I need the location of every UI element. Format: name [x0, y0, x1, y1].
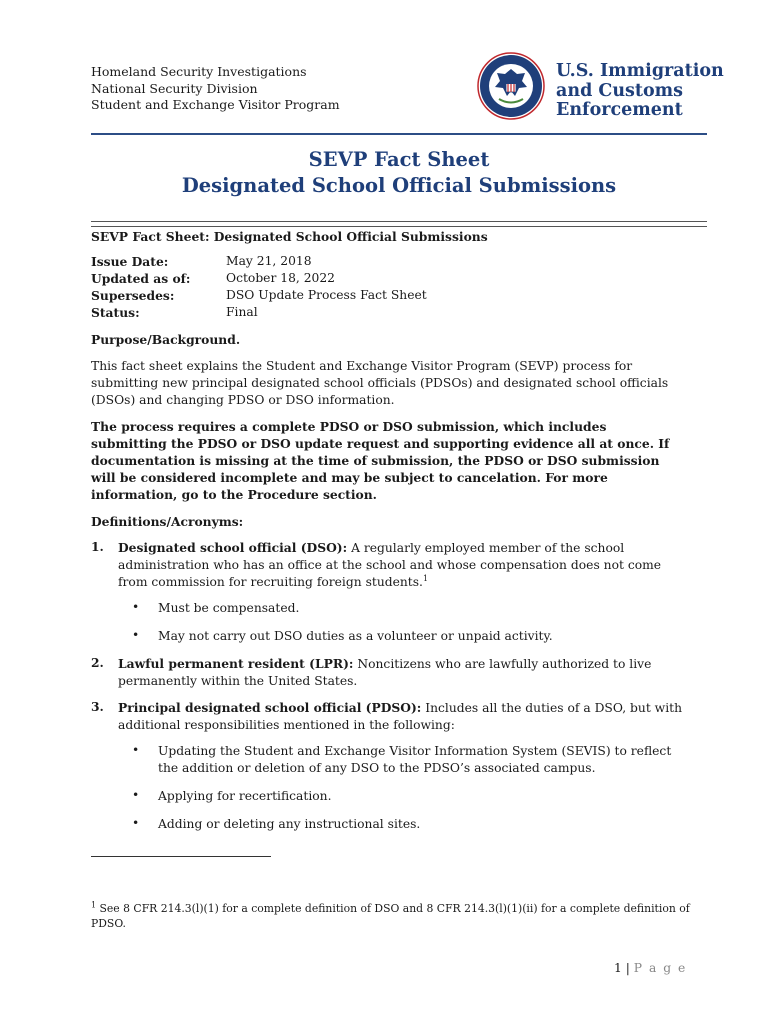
page-label: P a g e	[633, 961, 687, 975]
meta-value: DSO Update Process Fact Sheet	[226, 288, 427, 302]
meta-key: Updated as of:	[91, 271, 191, 286]
doc-label: SEVP Fact Sheet: Designated School Official Submissions	[91, 229, 488, 244]
agency-line-3: Enforcement	[556, 100, 683, 120]
definition-term: Principal designated school official (PDSO):	[118, 700, 422, 715]
footnote	[91, 901, 691, 931]
footnote-ref: 1	[422, 573, 429, 583]
footnote-divider	[91, 856, 271, 857]
bullet-text: May not carry out DSO duties as a volunteer or unpaid activity.	[158, 629, 553, 643]
meta-value: May 21, 2018	[226, 254, 312, 268]
page-number	[614, 961, 687, 975]
bullet-text: Must be compensated.	[158, 601, 300, 615]
meta-value: Final	[226, 305, 258, 319]
definition-number: 2.	[91, 655, 104, 670]
definition-item	[118, 539, 683, 591]
header-org-lines	[91, 64, 340, 114]
page-number-value: 1	[614, 961, 622, 975]
definition-item	[118, 699, 683, 734]
agency-line-1: U.S. Immigration	[556, 61, 724, 81]
bullet-icon: •	[132, 788, 140, 802]
agency-name	[556, 62, 724, 121]
definition-number: 3.	[91, 699, 104, 714]
bullet-icon: •	[132, 816, 140, 830]
bullet-text: Updating the Student and Exchange Visitor Information System (SEVIS) to reflect the addition or deletion of any DSO to the PDSO’s associated campus.	[158, 744, 672, 775]
definitions-heading: Definitions/Acronyms:	[91, 514, 244, 529]
definition-text: Noncitizens who are lawfully authorized to live permanently within the United States.	[118, 657, 652, 688]
meta-key: Status:	[91, 305, 140, 320]
org-line-2: National Security Division	[91, 80, 258, 96]
page-number-separator: |	[621, 961, 634, 975]
meta-key: Issue Date:	[91, 254, 169, 269]
definition-term: Designated school official (DSO):	[118, 540, 348, 555]
dhs-seal-icon	[477, 52, 545, 120]
purpose-text: This fact sheet explains the Student and Exchange Visitor Program (SEVP) process for submitting new principal designated school officials (PDSOs) and designated school officials (DSOs) and changing PDSO or DSO information.	[91, 359, 669, 407]
bullet-text: Applying for recertification.	[158, 789, 332, 803]
meta-value: October 18, 2022	[226, 271, 336, 285]
bullet-icon: •	[132, 600, 140, 614]
title-divider	[91, 221, 707, 227]
page-title-line-2: Designated School Official Submissions	[181, 174, 617, 197]
process-notice: The process requires a complete PDSO or DSO submission, which includes submitting the PDSO or DSO update request and supporting evidence all at once. If documentation is missing at the time of submission, the PDSO or DSO submission will be considered incomplete and may be subject to cancelation. For more information, go to the Procedure section.	[91, 419, 670, 502]
purpose-heading: Purpose/Background.	[91, 332, 241, 347]
definition-number: 1.	[91, 539, 104, 554]
definition-text: A regularly employed member of the school administration who has an office at the school and whose compensation does not come from commission for recruiting foreign students.	[118, 541, 662, 589]
page-title-line-1: SEVP Fact Sheet	[308, 148, 490, 171]
definition-text: Includes all the duties of a DSO, but with additional responsibilities mentioned in the following:	[118, 701, 682, 732]
bullet-icon: •	[132, 628, 140, 642]
footnote-text: See 8 CFR 214.3(l)(1) for a complete definition of DSO and 8 CFR 214.3(l)(1)(ii) for a complete definition of PDSO.	[91, 902, 690, 930]
header-divider	[91, 133, 707, 135]
definition-item	[118, 655, 683, 690]
org-line-3: Student and Exchange Visitor Program	[91, 97, 340, 112]
meta-key: Supersedes:	[91, 288, 175, 303]
bullet-icon: •	[132, 743, 140, 757]
footnote-number: 1	[91, 900, 97, 910]
definition-term: Lawful permanent resident (LPR):	[118, 656, 354, 671]
org-line-1: Homeland Security Investigations	[91, 64, 307, 79]
agency-line-2: and Customs	[556, 80, 684, 101]
bullet-text: Adding or deleting any instructional sites.	[158, 817, 421, 831]
